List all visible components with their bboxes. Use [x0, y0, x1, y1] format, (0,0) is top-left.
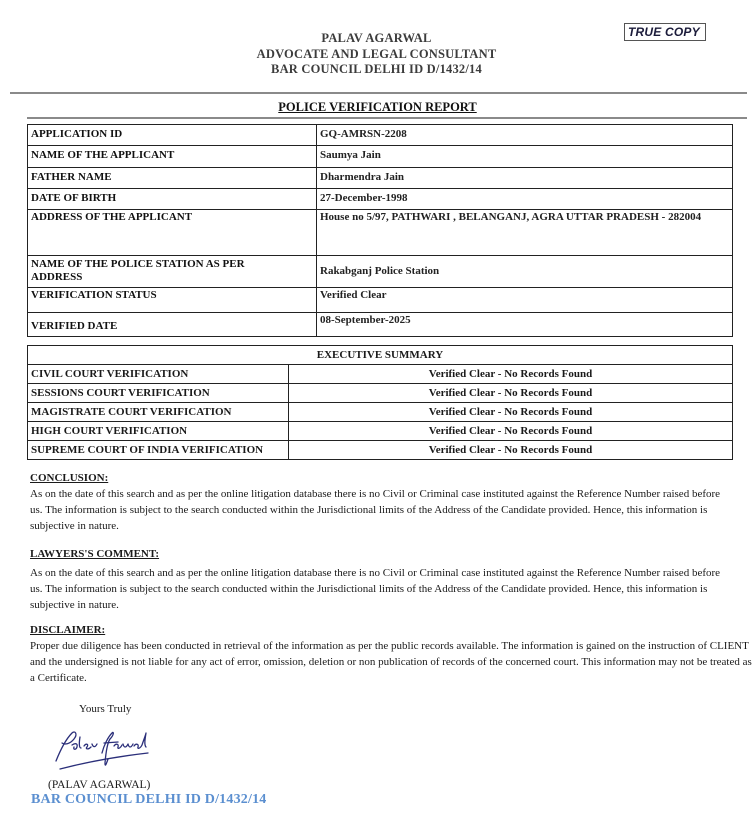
table-row: [28, 384, 733, 403]
court-label: SESSIONS COURT VERIFICATION: [28, 384, 289, 403]
table-row: [28, 189, 733, 210]
table-row: [28, 365, 733, 384]
signatory-name: (PALAV AGARWAL): [48, 779, 151, 791]
signatory-bar-id: BAR COUNCIL DELHI ID D/1432/14: [31, 792, 267, 807]
report-title: POLICE VERIFICATION REPORT: [278, 100, 477, 114]
table-row: [28, 422, 733, 441]
field-label: ADDRESS OF THE APPLICANT: [28, 210, 317, 256]
field-label: NAME OF THE POLICE STATION AS PER ADDRESS: [28, 256, 317, 288]
table-row: [28, 168, 733, 189]
summary-title: EXECUTIVE SUMMARY: [28, 346, 733, 365]
disclaimer-heading: DISCLAIMER:: [30, 624, 106, 636]
court-label: HIGH COURT VERIFICATION: [28, 422, 289, 441]
disclaimer-text: Proper due diligence has been conducted in retrieval of the information as per the public records available. The information is gained on the instruction of CLIENT and the undersigned is not liable for any act of error, omission, deletion or non publication of records of the concerned court. This information may not be treated as a Certificate.: [30, 640, 752, 684]
field-label: VERIFICATION STATUS: [28, 288, 317, 313]
court-status: Verified Clear - No Records Found: [289, 441, 733, 460]
table-row: [28, 146, 733, 168]
conclusion-heading: CONCLUSION:: [30, 472, 109, 484]
applicant-details-table: [27, 124, 733, 337]
field-label: NAME OF THE APPLICANT: [28, 146, 317, 168]
table-row: [28, 125, 733, 146]
table-row: [28, 210, 733, 256]
advocate-title: ADVOCATE AND LEGAL CONSULTANT: [256, 46, 497, 61]
executive-summary-table: [27, 345, 733, 460]
title-divider: [27, 117, 747, 119]
lawyers-comment-text: As on the date of this search and as per the online litigation database there is no Civil or Criminal case instituted against the Reference Number raised before us. The information is subject to the search conducted within the Jurisdictional limits of the Address of the Candidate provided. Hence, this information is subjective in nature.: [30, 567, 721, 611]
field-value: Verified Clear: [317, 288, 733, 313]
field-label: FATHER NAME: [28, 168, 317, 189]
advocate-name: PALAV AGARWAL: [321, 31, 432, 45]
court-status: Verified Clear - No Records Found: [289, 403, 733, 422]
field-value: 08-September-2025: [317, 313, 733, 337]
table-row: [28, 256, 733, 288]
table-row: [28, 441, 733, 460]
field-label: VERIFIED DATE: [28, 313, 317, 337]
court-status: Verified Clear - No Records Found: [289, 365, 733, 384]
field-label: APPLICATION ID: [28, 125, 317, 146]
court-label: SUPREME COURT OF INDIA VERIFICATION: [28, 441, 289, 460]
conclusion-text: As on the date of this search and as per the online litigation database there is no Civil or Criminal case instituted against the Reference Number raised before us. The information is subject to the search conducted within the Jurisdictional limits of the Address of the Candidate provided. Hence, this information is subjective in nature.: [30, 488, 721, 532]
field-value: Rakabganj Police Station: [317, 256, 733, 288]
header-divider: [10, 92, 747, 94]
court-label: MAGISTRATE COURT VERIFICATION: [28, 403, 289, 422]
summary-header-row: [28, 346, 733, 365]
field-label: DATE OF BIRTH: [28, 189, 317, 210]
field-value: 27-December-1998: [317, 189, 733, 210]
true-copy-stamp: TRUE COPY: [624, 23, 706, 41]
court-status: Verified Clear - No Records Found: [289, 384, 733, 403]
table-row: [28, 313, 733, 337]
field-value: House no 5/97, PATHWARI , BELANGANJ, AGRA UTTAR PRADESH - 282004: [317, 210, 733, 256]
bar-council-id: BAR COUNCIL DELHI ID D/1432/14: [271, 62, 482, 76]
court-label: CIVIL COURT VERIFICATION: [28, 365, 289, 384]
lawyers-comment-heading: LAWYERS'S COMMENT:: [30, 548, 160, 560]
signature-image: [48, 725, 158, 775]
table-row: [28, 403, 733, 422]
field-value: Saumya Jain: [317, 146, 733, 168]
conclusion-section: [30, 470, 730, 534]
field-value: GQ-AMRSN-2208: [317, 125, 733, 146]
court-status: Verified Clear - No Records Found: [289, 422, 733, 441]
closing-text: Yours Truly: [79, 703, 132, 715]
table-row: [28, 288, 733, 313]
field-value: Dharmendra Jain: [317, 168, 733, 189]
disclaimer-section: [30, 622, 755, 686]
lawyers-comment-section: [30, 546, 730, 613]
signature-icon: [48, 725, 158, 775]
